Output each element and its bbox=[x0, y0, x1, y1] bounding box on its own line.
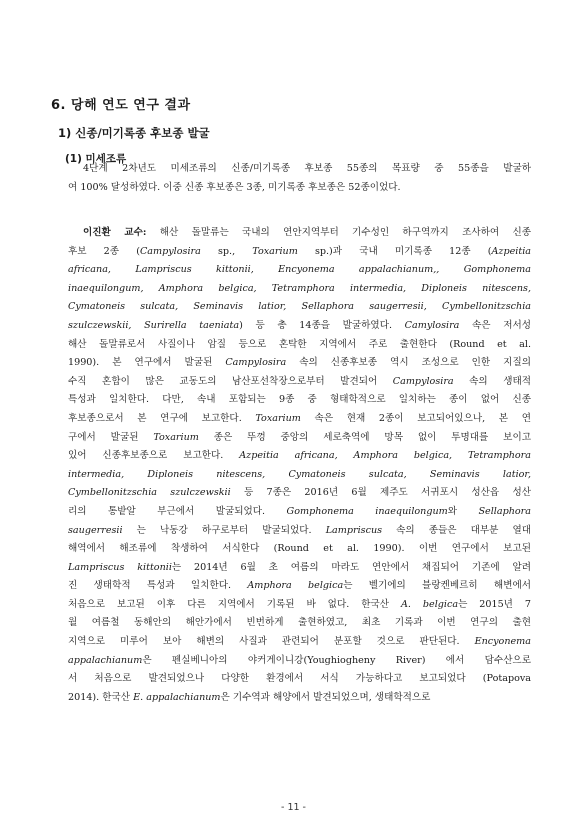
species-name: Toxarium bbox=[153, 431, 199, 443]
species-name: Cymbellonitzschia szulczewskii bbox=[68, 487, 231, 499]
paragraph-line bbox=[68, 522, 531, 541]
paragraph-line bbox=[68, 336, 531, 355]
species-name: Toxarium bbox=[255, 412, 301, 424]
paragraph-line bbox=[68, 391, 531, 410]
paragraph-line bbox=[68, 484, 531, 503]
paragraph-line bbox=[68, 243, 531, 262]
species-name: szulczewskii, Surirella taeniata bbox=[68, 319, 240, 331]
text-run: 진 생태학적 특성과 일치한다. bbox=[68, 580, 248, 592]
text-run: 1990). 본 연구에서 발굴된 bbox=[68, 357, 226, 369]
text-run: 속은 현재 2종이 보고되어있으나, 본 연 bbox=[300, 412, 531, 424]
text-run: 종은 뚜껑 중앙의 세로축역에 망목 없이 투명대를 보이고 bbox=[198, 431, 531, 443]
text-run: 속의 생태적 bbox=[453, 375, 531, 387]
text-run: 와 bbox=[447, 505, 479, 517]
paragraph-line bbox=[68, 652, 531, 671]
species-name: Camylosira bbox=[404, 319, 460, 331]
text-run: 있어 신종후보종으로 보고한다. bbox=[68, 450, 240, 462]
species-name: saugerresii bbox=[68, 524, 123, 536]
paragraph-summary bbox=[68, 160, 531, 197]
text-run: 후보 2종 ( bbox=[68, 245, 140, 257]
species-name: A. belgica bbox=[400, 598, 459, 610]
species-name: E. appalachianum bbox=[133, 691, 221, 703]
paragraph-line: 4단계 2차년도 미세조류의 신종/미기록종 후보종 55종의 목표량 중 55종을 발굴하 bbox=[83, 163, 531, 174]
paragraph-line bbox=[68, 670, 531, 689]
text-run: 은 기수역과 해양에서 발견되었으며, 생태학적으로 bbox=[220, 691, 431, 703]
paragraph-line bbox=[68, 559, 531, 578]
text-run: sp., bbox=[200, 245, 253, 257]
species-name: Azpeitia bbox=[491, 245, 531, 257]
text-run: 지역으로 미루어 보아 해변의 사질과 관련되어 분포할 것으로 판단된다. bbox=[68, 636, 475, 648]
species-name: Campylosira bbox=[392, 375, 454, 387]
text-run: 등 7종은 2016년 6월 제주도 서귀포시 성산읍 성산 bbox=[230, 487, 531, 499]
species-name: Gomphonema inaequilongum bbox=[286, 505, 448, 517]
species-name: Encyonema bbox=[474, 636, 531, 648]
subsubsection-heading: (1) 미세조류 bbox=[65, 153, 127, 165]
section-heading: 6. 당해 연도 연구 결과 bbox=[51, 98, 191, 113]
subsection-heading: 1) 신종/미기록종 후보종 발굴 bbox=[58, 126, 210, 140]
text-run: 속의 종들은 대부분 열대 bbox=[382, 524, 531, 536]
species-name: intermedia, Diploneis nitescens, Cymatoneis sulcata, Seminavis latior, bbox=[68, 468, 531, 480]
text-run: 처음으로 보고된 이후 다른 지역에서 기록된 바 없다. 한국산 bbox=[68, 598, 401, 610]
species-name: appalachianum bbox=[68, 654, 143, 666]
author-label: 이진환 교수: bbox=[83, 227, 147, 238]
text-run: 2014). 한국산 bbox=[68, 691, 134, 703]
species-name: Lampriscus kittonii bbox=[68, 561, 172, 573]
paragraph-line bbox=[68, 429, 531, 448]
paragraph-line bbox=[68, 317, 531, 336]
text-run: 서 처음으로 발견되었으나 다양한 환경에서 서식 가능하다고 보고되었다 (Potapova bbox=[68, 673, 531, 685]
text-run: 해역에서 해조류에 착생하여 서식한다 (Round et al. 1990). 이번 연구에서 보고된 bbox=[68, 543, 531, 555]
paragraph-line bbox=[68, 373, 531, 392]
text-run: 수직 혼합이 많은 교동도의 남산포선착장으로부터 발견되어 bbox=[68, 375, 393, 387]
species-name: Sellaphora bbox=[478, 505, 531, 517]
text-run: 는 2015년 7 bbox=[458, 598, 531, 610]
text-run: 해산 돌말류는 국내의 연안지역부터 기수성인 하구역까지 조사하여 신종 bbox=[146, 227, 531, 238]
text-run: 후보종으로서 본 연구에 보고한다. bbox=[68, 412, 256, 424]
species-name: inaequilongum, Amphora belgica, Tetramphora intermedia, Diploneis nitescens, bbox=[68, 282, 531, 294]
species-name: Cymatoneis sulcata, Seminavis latior, Sellaphora saugerresii, Cymbellonitzschia bbox=[68, 301, 531, 313]
paragraph-line bbox=[68, 280, 531, 299]
paragraph-line bbox=[68, 298, 531, 317]
text-run: 는 낙동강 하구로부터 발굴되었다. bbox=[122, 524, 326, 536]
paragraph-line bbox=[68, 614, 531, 633]
species-name: Amphora belgica bbox=[247, 580, 344, 592]
text-run: 속은 저서성 bbox=[459, 319, 531, 331]
text-run: 속의 신종후보종 역시 조성으로 인한 지질의 bbox=[286, 357, 531, 369]
paragraph-line bbox=[68, 261, 531, 280]
species-name: Campylosira bbox=[139, 245, 201, 257]
paragraph-line bbox=[68, 224, 531, 243]
text-run: ) 등 총 14종을 발굴하였다. bbox=[239, 319, 405, 331]
paragraph-line bbox=[68, 503, 531, 522]
text-run: sp.)과 국내 미기록종 12종 ( bbox=[297, 245, 492, 257]
paragraph-line bbox=[68, 596, 531, 615]
text-run: 구에서 발굴된 bbox=[68, 431, 154, 443]
text-run: 리의 통밭알 부근에서 발굴되었다. bbox=[68, 505, 287, 517]
text-run: 특성과 일치한다. 다만, 속내 포함되는 9종 중 형태학적으로 일치하는 종이 없어 신종 bbox=[68, 394, 531, 406]
text-run: 월 여름철 동해안의 해안가에서 빈번하게 출현하였고, 최초 기록과 이번 연구의 출현 bbox=[68, 617, 531, 629]
species-name: Lampriscus bbox=[325, 524, 383, 536]
text-run: 는 벨기에의 블랑켄베르히 해변에서 bbox=[343, 580, 531, 592]
text-run: 은 펜실베니아의 야커게이니강(Youghiogheny River) 에서 담수산으로 bbox=[142, 654, 531, 666]
text-run: 해산 돌말류로서 사질이나 암질 등으로 혼탁한 지역에서 주로 출현한다 (Round et al. bbox=[68, 338, 531, 350]
page-number: - 11 - bbox=[281, 802, 306, 813]
paragraph-line bbox=[68, 447, 531, 466]
species-name: Toxarium bbox=[252, 245, 298, 257]
paragraph-line bbox=[68, 466, 531, 485]
paragraph-main bbox=[68, 224, 531, 707]
paragraph-line: 여 100% 달성하였다. 이중 신종 후보종은 3종, 미기록종 후보종은 52종이었다. bbox=[68, 181, 401, 193]
species-name: Azpeitia africana, Amphora belgica, Tetramphora bbox=[239, 450, 531, 462]
text-run: 는 2014년 6월 초 여름의 마라도 연안에서 채집되어 기존에 알려 bbox=[171, 561, 531, 573]
species-name: africana, Lampriscus kittonii, Encyonema appalachianum,, Gomphonema bbox=[68, 264, 531, 276]
paragraph-line bbox=[68, 577, 531, 596]
paragraph-line bbox=[68, 354, 531, 373]
species-name: Campylosira bbox=[225, 357, 287, 369]
paragraph-line bbox=[68, 633, 531, 652]
paragraph-line bbox=[68, 689, 531, 708]
paragraph-line bbox=[68, 410, 531, 429]
paragraph-line bbox=[68, 540, 531, 559]
